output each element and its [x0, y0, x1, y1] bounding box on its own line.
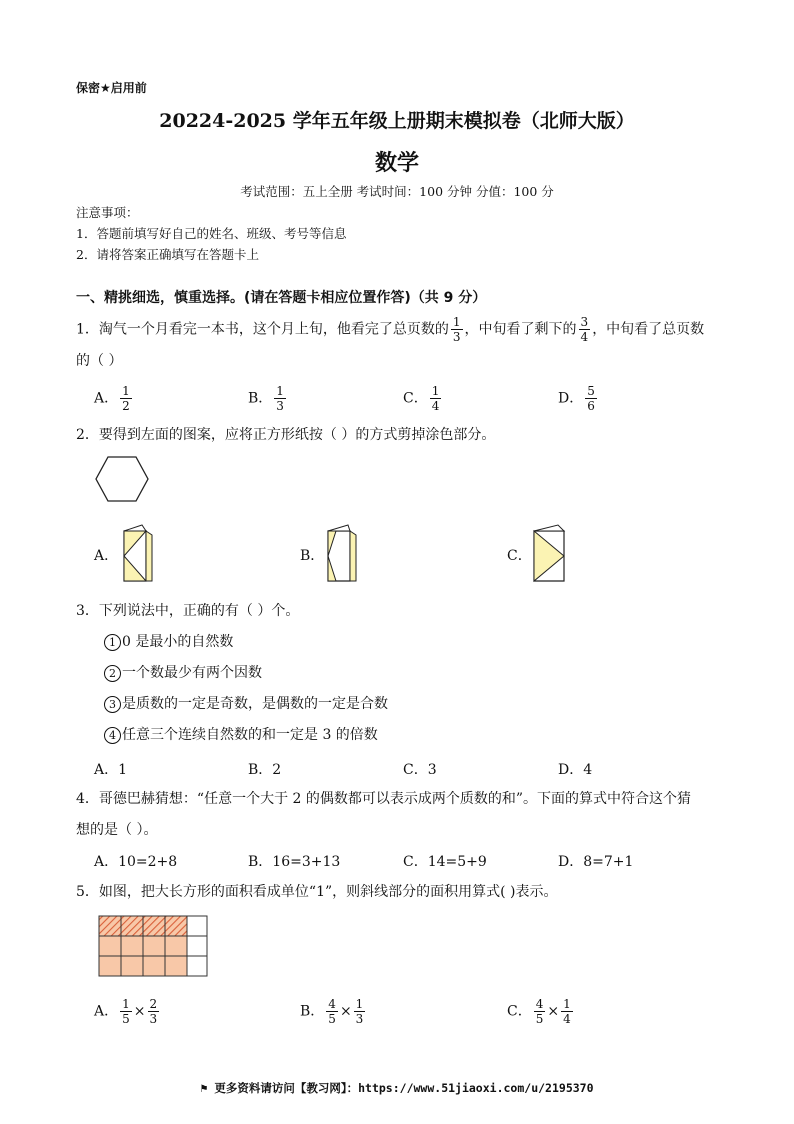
circled-number: 3: [104, 696, 121, 713]
option-d[interactable]: D．8=7+1: [558, 854, 634, 870]
question-1-text-cont: 的（ ）: [76, 353, 123, 369]
fraction: $\frac{3}{4}$: [580, 315, 589, 344]
option-b[interactable]: B． $\frac{4}{5}$ × $\frac{1}{3}$: [300, 997, 364, 1026]
option-b[interactable]: B．2: [248, 762, 282, 778]
option-a[interactable]: A．1: [94, 762, 128, 778]
option-a[interactable]: A． $\frac{1}{2}$: [94, 384, 130, 413]
option-c[interactable]: C．14=5+9: [403, 854, 487, 870]
footer-link[interactable]: 更多资料请访问【教习网】：https://www.51jiaoxi.com/u/2195370: [214, 1081, 594, 1095]
question-4-text: 4．哥德巴赫猜想：“任意一个大于 2 的偶数都可以表示成两个质数的和”。下面的算式中符合这个猜: [76, 791, 692, 807]
option-c[interactable]: C．: [507, 548, 532, 564]
notes-heading: 注意事项：: [76, 205, 139, 220]
flag-icon: ⚑: [200, 1081, 208, 1095]
folded-paper-b: [322, 523, 362, 585]
question-3-text: 3．下列说法中，正确的有（ ）个。: [76, 603, 300, 619]
option-a[interactable]: A．10=2+8: [94, 854, 178, 870]
question-4-text-cont: 想的是（ ）。: [76, 822, 158, 838]
option-c[interactable]: C． $\frac{4}{5}$ × $\frac{1}{4}$: [507, 997, 571, 1026]
option-a[interactable]: A． $\frac{1}{5}$ × $\frac{2}{3}$: [94, 997, 158, 1026]
fraction: $\frac{1}{3}$: [452, 315, 461, 344]
statement-1: 1 0 是最小的自然数: [104, 632, 233, 652]
notes-item: 1．答题前填写好自己的姓名、班级、考号等信息: [76, 226, 347, 241]
folded-paper-c: [528, 523, 572, 585]
option-d[interactable]: D． $\frac{5}{6}$: [558, 384, 595, 413]
statement-2: 2 一个数最少有两个因数: [104, 663, 262, 683]
question-1-text: 1．淘气一个月看完一本书，这个月上旬，他看完了总页数的 $\frac{1}{3}$ ，中旬看了剩下的 $\frac{3}{4}$ ，中旬看了总页数: [76, 315, 705, 344]
confidential-label: 保密★启用前: [76, 81, 147, 95]
option-b[interactable]: B． $\frac{1}{3}$: [248, 384, 284, 413]
option-c[interactable]: C．3: [403, 762, 437, 778]
circled-number: 1: [104, 634, 121, 651]
footer: [0, 1080, 794, 1096]
circled-number: 2: [104, 665, 121, 682]
question-2-text: 2．要得到左面的图案，应将正方形纸按（ ）的方式剪掉涂色部分。: [76, 427, 496, 443]
hexagon-figure: [94, 455, 150, 503]
statement-3: 3 是质数的一定是奇数，是偶数的一定是合数: [104, 694, 388, 714]
section-heading: 一、精挑细选，慎重选择。(请在答题卡相应位置作答)（共 9 分）: [76, 290, 487, 306]
exam-info: 考试范围：五上全册 考试时间：100 分钟 分值：100 分: [240, 184, 554, 199]
option-b[interactable]: B．16=3+13: [248, 854, 341, 870]
option-c[interactable]: C． $\frac{1}{4}$: [403, 384, 440, 413]
notes-item: 2．请将答案正确填写在答题卡上: [76, 247, 259, 262]
exam-title: 20224-2025 学年五年级上册期末模拟卷（北师大版）: [159, 110, 635, 132]
option-d[interactable]: D．4: [558, 762, 593, 778]
statement-4: 4 任意三个连续自然数的和一定是 3 的倍数: [104, 725, 378, 745]
rectangle-grid-figure: [97, 914, 209, 978]
circled-number: 4: [104, 727, 121, 744]
option-a[interactable]: A．: [94, 548, 119, 564]
subject-title: 数学: [374, 151, 419, 176]
question-5-text: 5．如图，把大长方形的面积看成单位“1”，则斜线部分的面积用算式( )表示。: [76, 884, 558, 900]
option-b[interactable]: B．: [300, 548, 325, 564]
folded-paper-a: [118, 523, 158, 585]
